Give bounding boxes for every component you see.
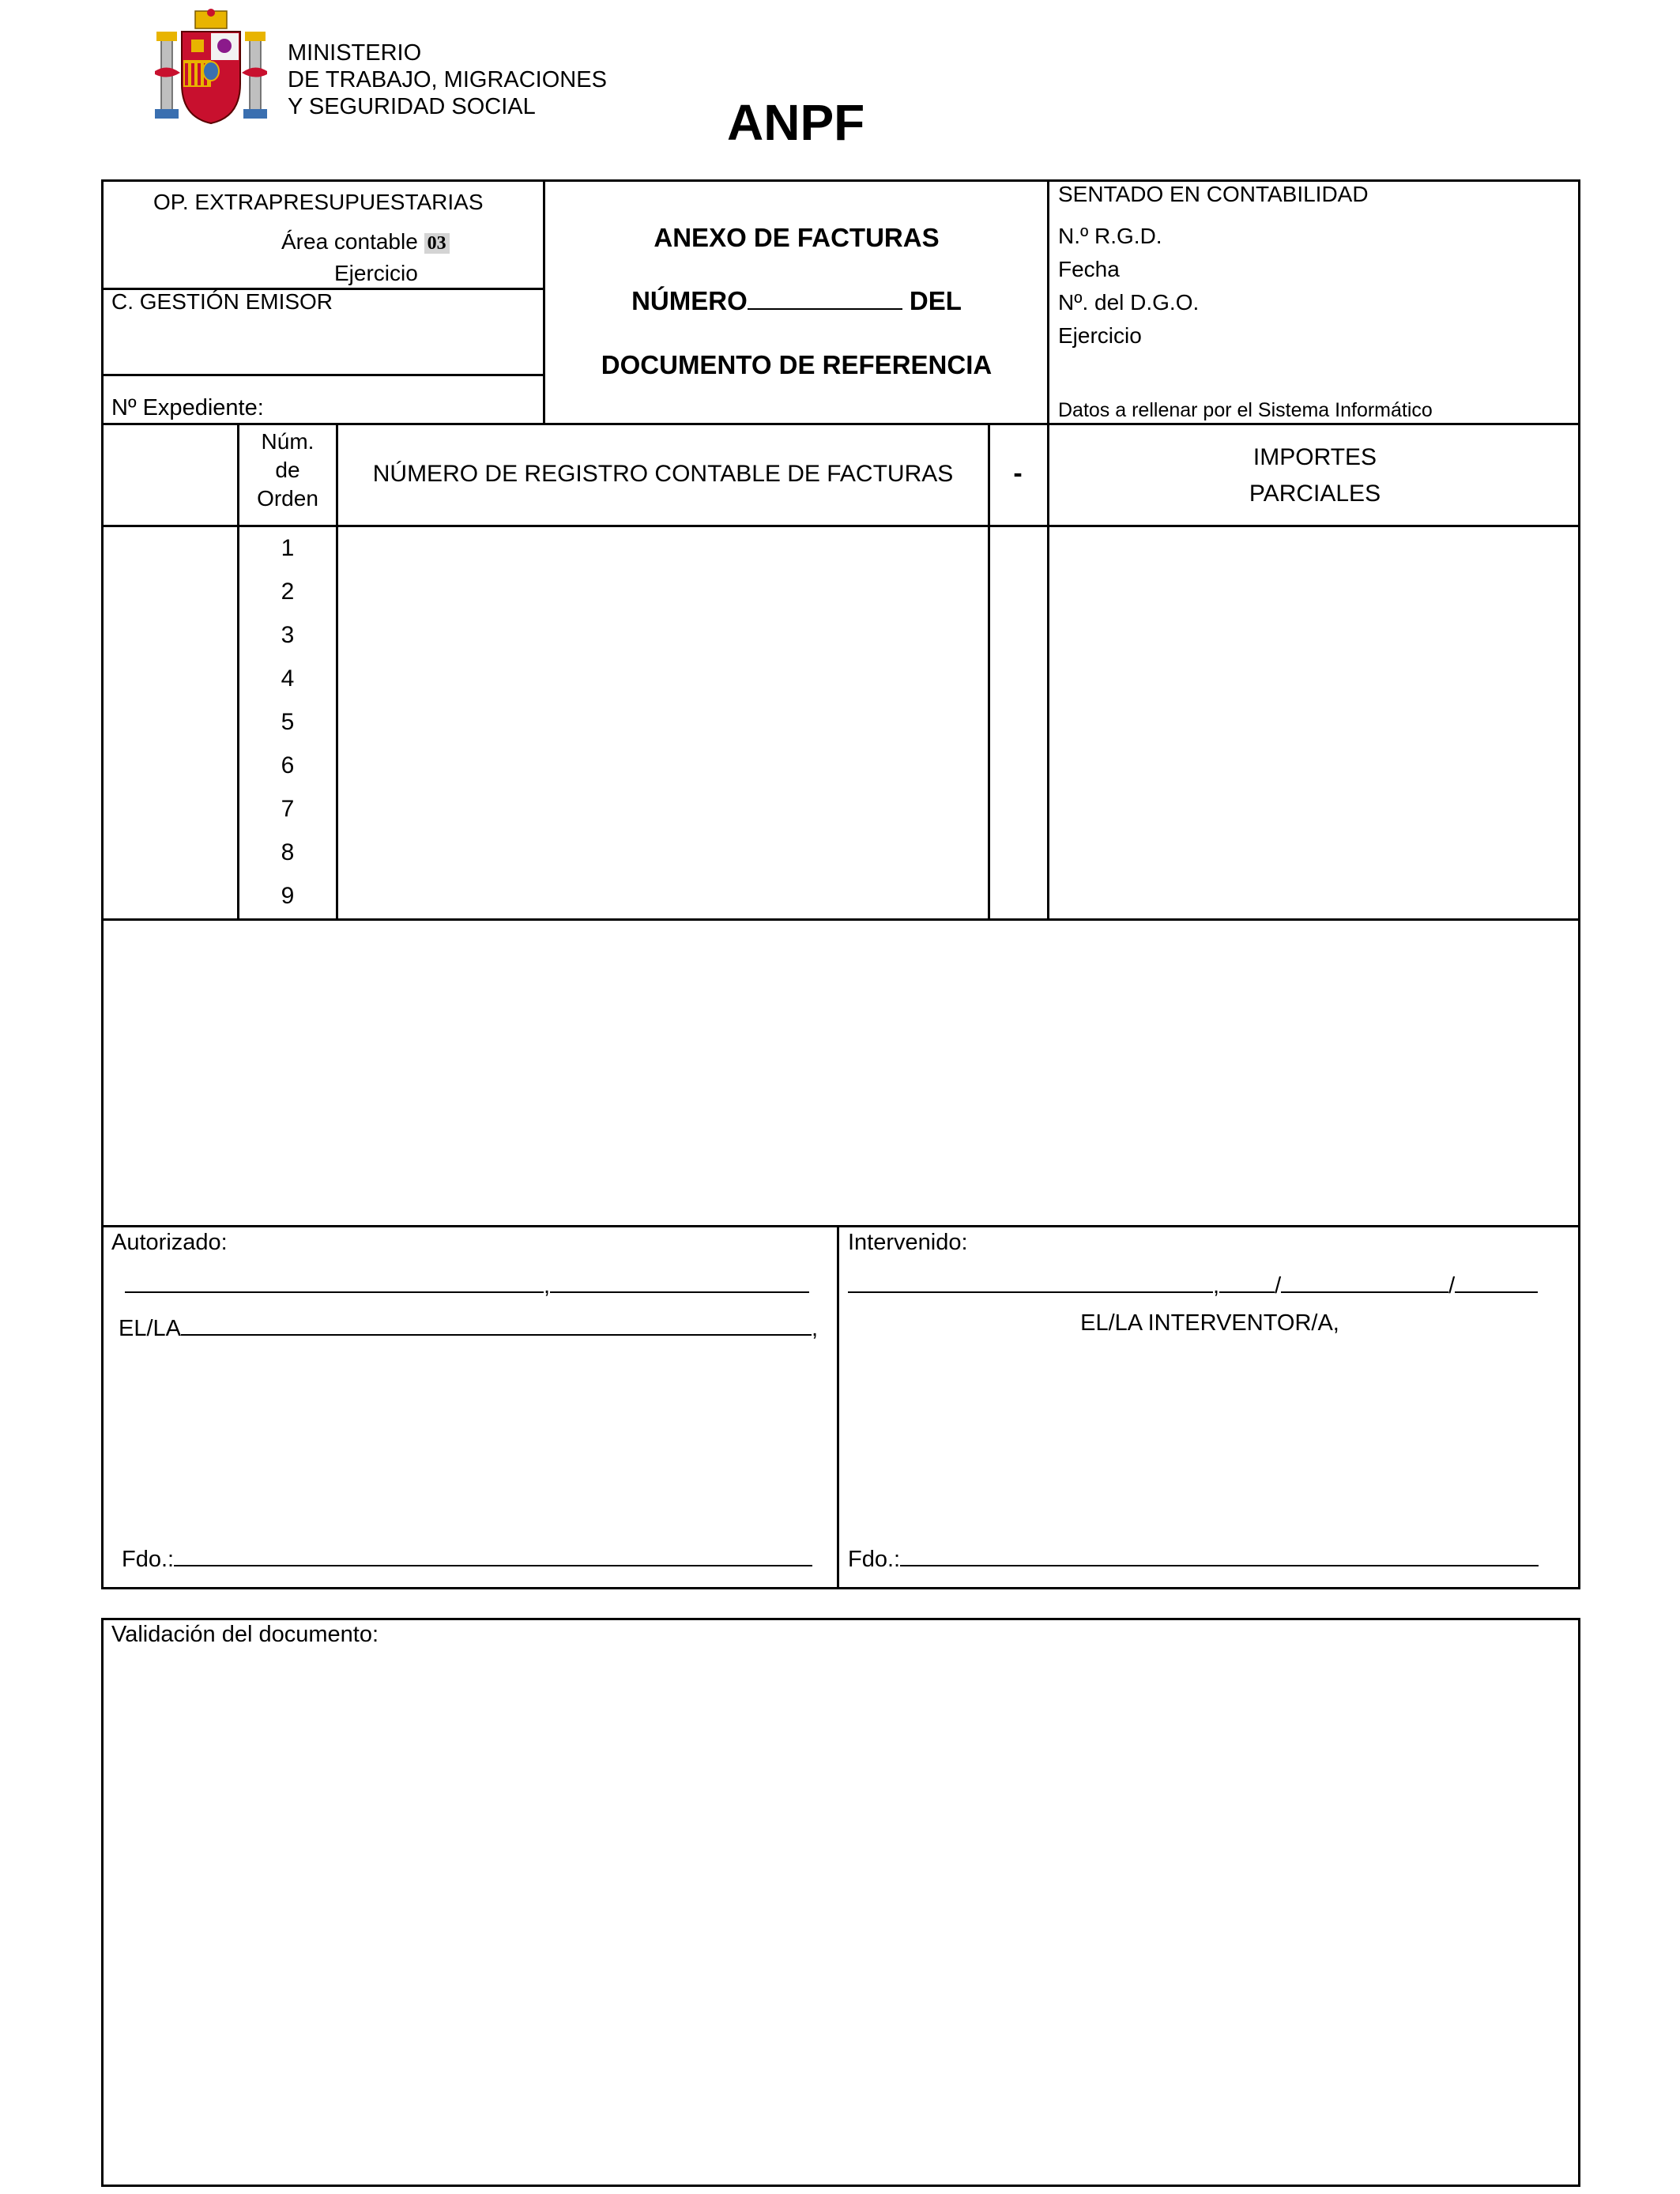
- intervenido-month-blank[interactable]: [1281, 1268, 1448, 1293]
- intervenido-day-blank[interactable]: [1219, 1268, 1275, 1293]
- autorizado-fdo-line: [122, 1541, 812, 1573]
- el-la-blank[interactable]: [181, 1310, 812, 1336]
- divider-gestion-expediente: [101, 374, 545, 376]
- ministry-name: [288, 40, 607, 120]
- divider-table-bottom: [101, 918, 1580, 921]
- autorizado-fdo-label: Fdo.:: [122, 1547, 175, 1572]
- intervenido-slash-1: /: [1275, 1273, 1282, 1299]
- autorizado-label: Autorizado:: [111, 1230, 228, 1255]
- table-row-number: 9: [281, 883, 295, 909]
- op-extrapresupuestarias-label: OP. EXTRAPRESUPUESTARIAS: [153, 190, 484, 214]
- autorizado-date-blank[interactable]: [550, 1268, 809, 1293]
- numero-label: NÚMERO: [631, 286, 748, 315]
- table-row-number: 2: [281, 579, 295, 605]
- autorizado-place-date-line: [125, 1268, 809, 1299]
- divider-signatures-middle: [837, 1225, 839, 1589]
- divider-header-bottom: [101, 423, 1580, 425]
- intervenido-slash-2: /: [1448, 1273, 1456, 1299]
- form-code: ANPF: [727, 94, 865, 151]
- rgd-label: N.º R.G.D.: [1058, 224, 1162, 248]
- expediente-label: Nº Expediente:: [111, 395, 264, 420]
- el-la-comma: ,: [812, 1316, 819, 1341]
- validation-box: [101, 1618, 1580, 2187]
- intervenido-label: Intervenido:: [848, 1230, 968, 1255]
- col-importes-line-1: IMPORTES: [1252, 444, 1377, 470]
- col-num-line-1: Núm.: [261, 429, 315, 454]
- ministry-line-2: DE TRABAJO, MIGRACIONES: [288, 67, 607, 92]
- accounting-ejercicio-label: Ejercicio: [1058, 323, 1142, 348]
- col-sign-header: -: [1013, 458, 1023, 488]
- intervenido-fdo-blank[interactable]: [900, 1541, 1539, 1566]
- el-la-label: EL/LA: [119, 1316, 181, 1341]
- table-row-number: 7: [281, 796, 295, 822]
- intervenido-comma: ,: [1213, 1273, 1220, 1299]
- ministry-line-1: MINISTERIO: [288, 40, 422, 66]
- table-row-number: 1: [281, 535, 295, 561]
- sentado-heading: SENTADO EN CONTABILIDAD: [1058, 182, 1369, 206]
- intervenido-fdo-line: [848, 1541, 1539, 1573]
- table-row-number: 3: [281, 622, 295, 648]
- divider-signatures-top: [101, 1225, 1580, 1227]
- ministry-line-3: Y SEGURIDAD SOCIAL: [288, 94, 536, 119]
- table-row-number: 8: [281, 839, 295, 865]
- area-contable-label: Área contable: [281, 229, 418, 254]
- intervenido-place-date-line: [848, 1268, 1538, 1299]
- del-label: DEL: [909, 286, 962, 315]
- col-num-header: [239, 428, 337, 513]
- intervenido-fdo-label: Fdo.:: [848, 1547, 901, 1572]
- gestion-emisor-label: C. GESTIÓN EMISOR: [111, 289, 333, 314]
- intervenido-place-blank[interactable]: [848, 1268, 1213, 1293]
- area-contable-value: 03: [424, 233, 450, 254]
- col-importes-header: [1049, 439, 1580, 512]
- dgo-label: Nº. del D.G.O.: [1058, 290, 1200, 315]
- sistema-note: Datos a rellenar por el Sistema Informático: [1058, 399, 1433, 421]
- intervenido-year-blank[interactable]: [1455, 1268, 1538, 1293]
- coat-of-arms-seal: [152, 8, 270, 128]
- ejercicio-label: Ejercicio: [334, 261, 418, 285]
- title-numero-row: [545, 286, 1048, 316]
- autorizado-fdo-blank[interactable]: [174, 1541, 812, 1566]
- table-row-number: 4: [281, 665, 295, 692]
- area-contable-row: [281, 229, 450, 255]
- table-body: [101, 527, 1580, 918]
- interventor-label: EL/LA INTERVENTOR/A,: [1080, 1310, 1339, 1336]
- col-num-line-2: de: [275, 458, 300, 482]
- fecha-label: Fecha: [1058, 257, 1120, 281]
- autorizado-place-blank[interactable]: [125, 1268, 544, 1293]
- col-num-line-3: Orden: [257, 486, 318, 511]
- col-registro-header: NÚMERO DE REGISTRO CONTABLE DE FACTURAS: [372, 461, 954, 487]
- col-importes-line-2: PARCIALES: [1249, 481, 1381, 507]
- table-row-number: 5: [281, 709, 295, 735]
- validation-label: Validación del documento:: [111, 1622, 379, 1647]
- title-line-1: ANEXO DE FACTURAS: [654, 223, 940, 252]
- autorizado-el-la-line: [119, 1310, 818, 1342]
- autorizado-comma: ,: [544, 1273, 551, 1299]
- numero-blank-line[interactable]: [748, 288, 902, 310]
- table-row-number: 6: [281, 752, 295, 778]
- title-line-3: DOCUMENTO DE REFERENCIA: [601, 350, 993, 379]
